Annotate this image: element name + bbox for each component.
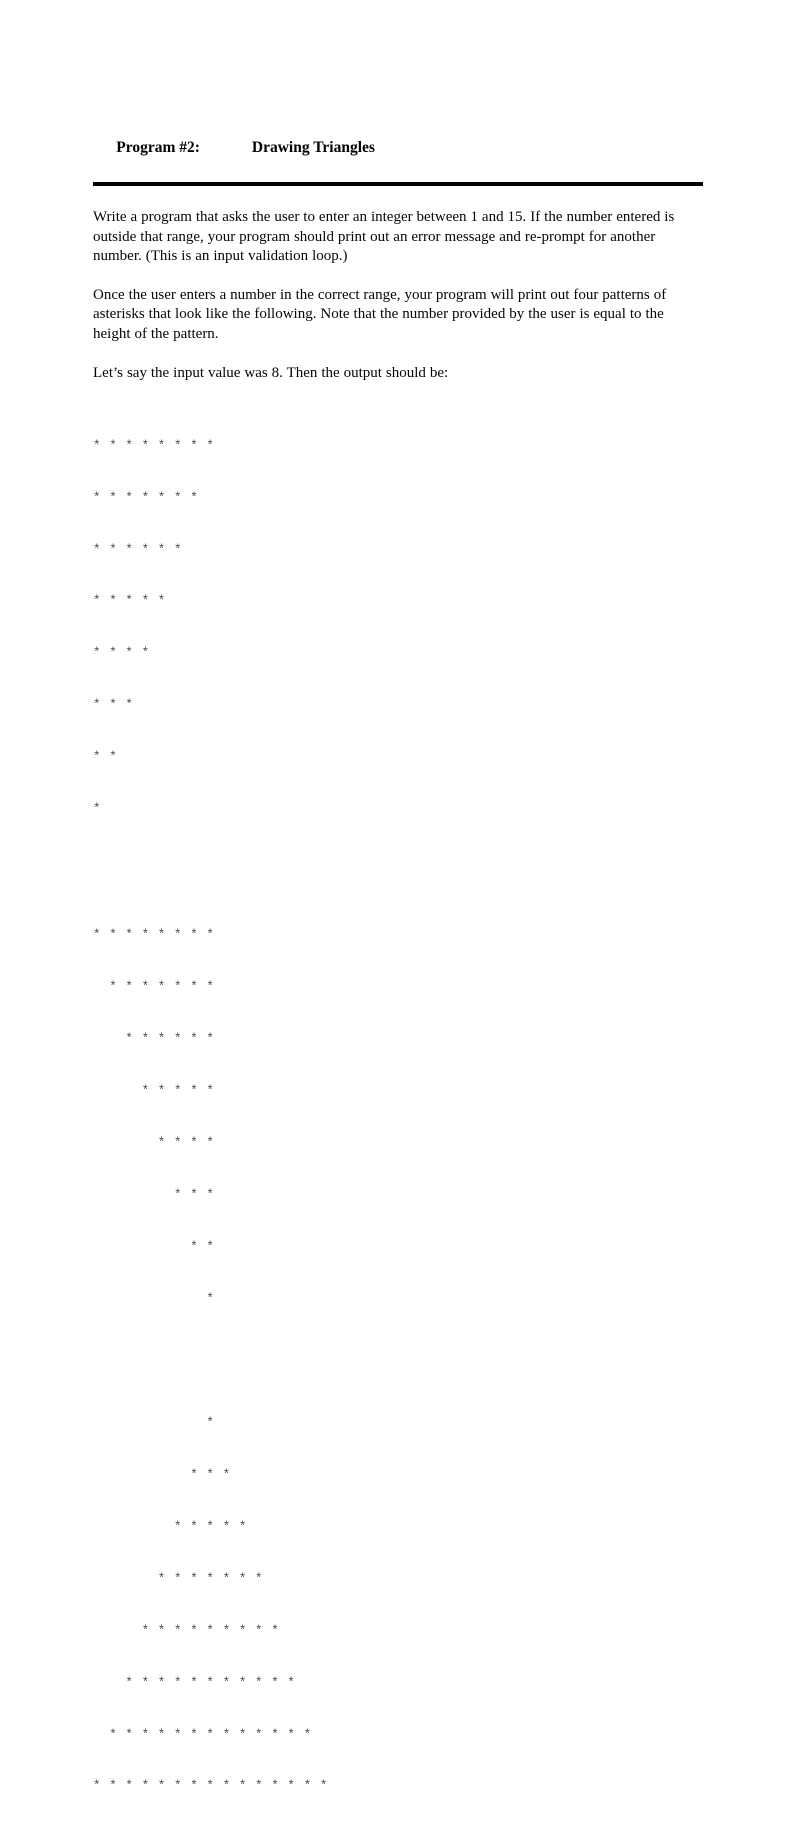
pattern-row: * * * * * * <box>93 1032 215 1047</box>
pattern-row: * * * * * * * * * <box>93 1623 280 1638</box>
page-title <box>93 118 705 180</box>
pattern-row: * * * * <box>93 1136 215 1151</box>
pattern-centered-pyramid <box>93 1381 705 1830</box>
document-content <box>93 118 705 1830</box>
pattern-row: * * * * * * * * * * * * * <box>93 1727 312 1742</box>
pattern-row: * * * * <box>93 646 150 661</box>
paragraph-patterns-intro: Once the user enters a number in the correct range, your program will print out four patterns of asterisks that look like the following. Note that the number provided by the user is equal to the height of the pattern. <box>93 286 667 342</box>
asterisk-pattern-list <box>93 403 705 1830</box>
pattern-row: * * * * * * * * <box>93 928 215 943</box>
pattern-row: * * * * * * * * * * * <box>93 1675 296 1690</box>
pattern-row: * * * * * * * * * * * * * * * <box>93 1779 328 1794</box>
pattern-row: * * * * * <box>93 1084 215 1099</box>
pattern-row: * * * * * * * <box>93 1571 264 1586</box>
pattern-row: * * * <box>93 698 134 713</box>
pattern-row: * * * <box>93 1468 231 1483</box>
page-title-label: Program #2: <box>116 139 200 156</box>
pattern-left-aligned-descending-triangle <box>93 403 705 853</box>
pattern-row: * * * * * <box>93 1519 247 1534</box>
pattern-row: * * * * * * * <box>93 980 215 995</box>
pattern-row: * <box>93 1416 215 1431</box>
pattern-row: * * * * * * * <box>93 490 199 505</box>
pattern-row: * <box>93 1291 215 1306</box>
paragraph-requirements: Write a program that asks the user to enter an integer between 1 and 15. If the number entered is outside that range, your program should print out an error message and re-prompt for another number. (This is an input validation loop.) <box>93 209 675 265</box>
pattern-row: * <box>93 801 102 816</box>
pattern-row: * * * * * * * * <box>93 438 215 453</box>
pattern-row: * * * <box>93 1187 215 1202</box>
pattern-row: * * * * * <box>93 594 166 609</box>
heading-divider <box>93 182 703 186</box>
paragraph-example-intro: Let’s say the input value was 8. Then the output should be: <box>93 364 449 381</box>
pattern-spacer <box>93 1343 705 1381</box>
pattern-right-aligned-descending-triangle <box>93 893 705 1343</box>
pattern-row: * * * * * * <box>93 542 183 557</box>
pattern-row: * * <box>93 1239 215 1254</box>
pattern-row: * * <box>93 750 118 765</box>
pattern-spacer <box>93 853 705 893</box>
page-title-text: Drawing Triangles <box>251 139 375 156</box>
